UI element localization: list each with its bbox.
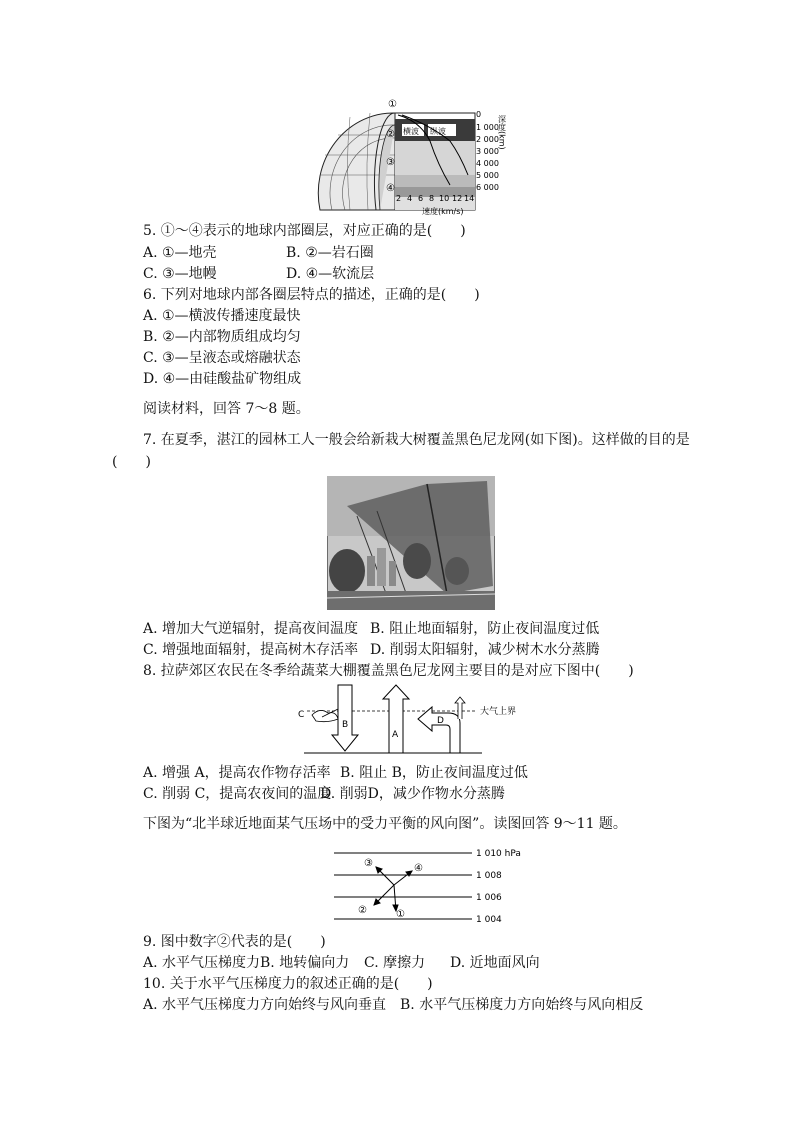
- arrow-3-label: ③: [364, 858, 373, 869]
- speed-axis-label: 速度(km/s): [422, 207, 464, 216]
- layer-label-3: ③: [386, 157, 395, 168]
- question-7-paren: ( ): [112, 454, 151, 470]
- q6-option-d: D. ④—由硅酸盐矿物组成: [143, 371, 302, 387]
- q5-option-a: A. ①—地壳: [143, 245, 217, 261]
- depth-axis: [476, 110, 499, 192]
- speed-tick: 8: [429, 194, 435, 203]
- q6-option-c: C. ③—呈液态或熔融状态: [143, 350, 301, 366]
- q7-option-b: B. 阻止地面辐射，防止夜间温度过低: [370, 621, 600, 637]
- arrow-a-label: A: [392, 730, 399, 740]
- arrow-b-label: B: [342, 720, 349, 730]
- q9-option-a: A. 水平气压梯度力: [143, 955, 261, 971]
- q8-option-a: A. 增强 A，提高农作物存活率: [143, 765, 331, 781]
- q6-option-b: B. ②—内部物质组成均匀: [143, 329, 301, 345]
- layer-label-2: ②: [386, 129, 395, 140]
- q10-option-a: A. 水平气压梯度力方向始终与风向垂直: [143, 997, 387, 1013]
- q7-option-c: C. 增强地面辐射，提高树木存活率: [143, 642, 359, 658]
- isobar-label: 1 010 hPa: [476, 849, 521, 859]
- speed-tick: 12: [452, 194, 463, 203]
- arrow-1-label: ①: [396, 909, 405, 920]
- question-10-stem: 10. 关于水平气压梯度力的叙述正确的是( ): [143, 976, 433, 992]
- q5-option-c: C. ③—地幔: [143, 266, 217, 282]
- isobar-label: 1 006: [476, 893, 502, 903]
- p-wave-label: 纵波: [430, 127, 446, 136]
- atmosphere-top-label: 大气上界: [480, 707, 517, 717]
- q8-option-d: D. 削弱D，减少作物水分蒸腾: [320, 786, 505, 802]
- speed-tick: 2: [396, 194, 402, 203]
- q9-option-d: D. 近地面风向: [450, 955, 540, 971]
- q8-option-c: C. 削弱 C，提高农夜间的温度: [143, 786, 332, 802]
- earth-interior-figure: [310, 95, 510, 220]
- arrow-d-label: D: [437, 716, 444, 726]
- intro-7-8: 阅读材料，回答 7～8 题。: [143, 401, 310, 417]
- depth-axis-label: 深度(km): [497, 115, 507, 150]
- depth-tick: 6 000: [476, 183, 499, 192]
- depth-tick: 1 000: [476, 123, 499, 132]
- arrow-c-label: C: [298, 710, 305, 720]
- depth-tick: 2 000: [476, 135, 499, 144]
- question-9-stem: 9. 图中数字②代表的是( ): [143, 934, 326, 950]
- q5-option-b: B. ②—岩石圈: [286, 245, 374, 261]
- question-6-stem: 6. 下列对地球内部各圈层特点的描述，正确的是( ): [143, 287, 480, 303]
- isobar-label: 1 008: [476, 871, 502, 881]
- shade-net-photo: [327, 476, 495, 610]
- speed-tick: 10: [439, 194, 450, 203]
- q9-option-c: C. 摩擦力: [364, 955, 426, 971]
- intro-9-11: 下图为“北半球近地面某气压场中的受力平衡的风向图”。读图回答 9～11 题。: [143, 816, 627, 832]
- question-7-stem: 7. 在夏季，湛江的园林工人一般会给新栽大树覆盖黑色尼龙网(如下图)。这样做的目的是: [143, 432, 690, 448]
- depth-tick: 0: [476, 110, 482, 119]
- q6-option-a: A. ①—横波传播速度最快: [143, 308, 301, 324]
- q10-option-b: B. 水平气压梯度力方向始终与风向相反: [400, 997, 644, 1013]
- depth-tick: 3 000: [476, 147, 499, 156]
- layer-label-4: ④: [386, 183, 395, 194]
- question-8-stem: 8. 拉萨郊区农民在冬季给蔬菜大棚覆盖黑色尼龙网主要目的是对应下图中( ): [143, 663, 634, 679]
- q9-option-b: B. 地转偏向力: [260, 955, 350, 971]
- q8-option-b: B. 阻止 B，防止夜间温度过低: [340, 765, 528, 781]
- radiation-diagram: [292, 683, 522, 758]
- arrow-2-label: ②: [358, 905, 367, 916]
- q5-option-d: D. ④—软流层: [286, 266, 375, 282]
- speed-tick: 6: [418, 194, 424, 203]
- speed-tick: 4: [407, 194, 413, 203]
- arrow-4-label: ④: [414, 863, 423, 874]
- shear-wave-label: 横波: [403, 127, 419, 136]
- isobar-label: 1 004: [476, 915, 502, 925]
- depth-tick: 4 000: [476, 159, 499, 168]
- depth-tick: 5 000: [476, 171, 499, 180]
- question-5-stem: 5. ①～④表示的地球内部圈层，对应正确的是( ): [143, 223, 466, 239]
- layer-label-1: ①: [388, 99, 397, 110]
- isobar-wind-diagram: [332, 845, 532, 927]
- q7-option-a: A. 增加大气逆辐射，提高夜间温度: [143, 621, 359, 637]
- q7-option-d: D. 削弱太阳辐射，减少树木水分蒸腾: [370, 642, 600, 658]
- speed-tick: 14: [464, 194, 475, 203]
